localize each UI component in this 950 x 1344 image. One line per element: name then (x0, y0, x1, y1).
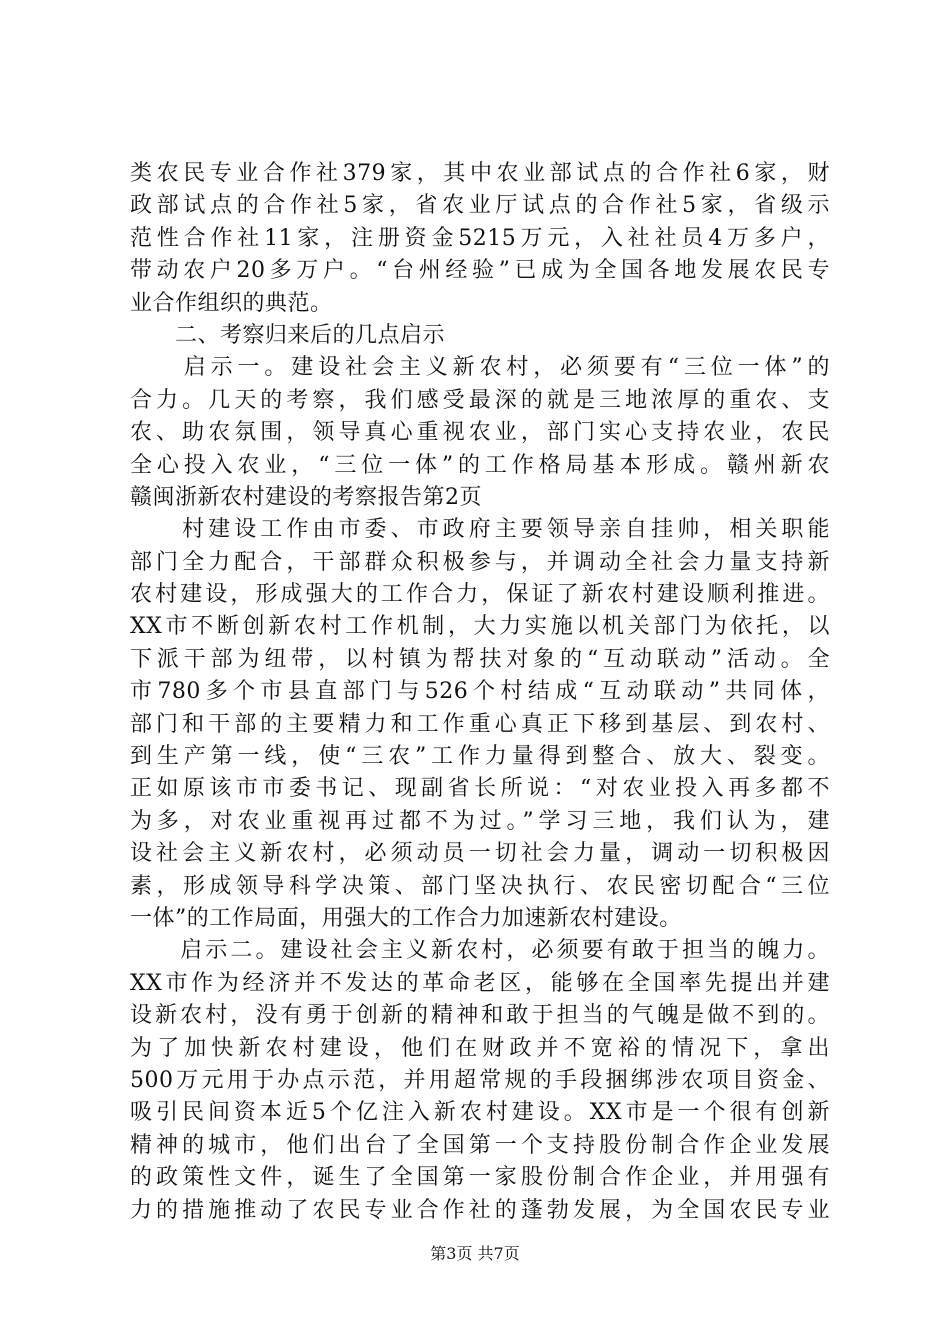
text-line: 类农民专业合作社379家，其中农业部试点的合作社6家，财 (130, 161, 830, 186)
text-line: 500万元用于办点示范，并用超常规的手段捆绑涉农项目资金、 (130, 1067, 830, 1093)
text-line: XX市不断创新农村工作机制，大力实施以机关部门为依托，以 (130, 614, 830, 640)
document-body (130, 158, 830, 1227)
text-line: 带动农户20多万户。“台州经验”已成为全国各地发展农民专 (130, 258, 830, 284)
text-line: 全心投入农业，“三位一体”的工作格局基本形成。赣州新农 (130, 452, 830, 478)
text-line: 农村建设，形成强大的工作合力，保证了新农村建设顺利推进。 (130, 582, 830, 608)
text-line: 二、考察归来后的几点启示 (130, 322, 446, 348)
text-line: 吸引民间资本近5个亿注入新农村建设。XX市是一个很有创新 (130, 1100, 830, 1126)
text-line: 力的措施推动了农民专业合作社的蓬勃发展，为全国农民专业 (130, 1197, 830, 1223)
text-line: 合力。几天的考察，我们感受最深的就是三地浓厚的重农、支 (130, 387, 830, 413)
text-line: 为多，对农业重视再过都不为过。”学习三地，我们认为，建 (130, 808, 830, 834)
page-footer: 第3页 共7页 (430, 1244, 520, 1263)
text-line: 启示一。建设社会主义新农村，必须要有“三位一体”的 (130, 355, 830, 381)
text-line: 范性合作社11家，注册资金5215万元，入社社员4万多户， (130, 225, 830, 251)
text-line: 启示二。建设社会主义新农村，必须要有敢于担当的魄力。 (130, 938, 830, 964)
text-line: 设新农村，没有勇于创新的精神和敢于担当的气魄是做不到的。 (130, 1003, 830, 1029)
text-line: 一体”的工作局面，用强大的工作合力加速新农村建设。 (130, 905, 682, 931)
text-line: 精神的城市，他们出台了全国第一个支持股份制合作企业发展 (130, 1132, 830, 1158)
text-line: XX市作为经济并不发达的革命老区，能够在全国率先提出并建 (130, 970, 830, 996)
text-line: 政部试点的合作社5家，省农业厅试点的合作社5家，省级示 (130, 193, 830, 219)
text-line: 为了加快新农村建设，他们在财政并不宽裕的情况下，拿出 (130, 1035, 830, 1061)
text-line: 市780多个市县直部门与526个村结成“互动联动”共同体， (130, 679, 830, 705)
text-line: 下派干部为纽带，以村镇为帮扶对象的“互动联动”活动。全 (130, 646, 830, 672)
text-line: 赣闽浙新农村建设的考察报告第2页 (130, 484, 482, 510)
text-line: 村建设工作由市委、市政府主要领导亲自挂帅，相关职能 (130, 517, 830, 543)
text-line: 正如原该市市委书记、现副省长所说：“对农业投入再多都不 (130, 776, 830, 802)
text-line: 到生产第一线，使“三农”工作力量得到整合、放大、裂变。 (130, 744, 830, 770)
text-line: 部门和干部的主要精力和工作重心真正下移到基层、到农村、 (130, 711, 830, 737)
text-line: 农、助农氛围，领导真心重视农业，部门实心支持农业，农民 (130, 420, 830, 446)
text-line: 业合作组织的典范。 (130, 290, 333, 316)
text-line: 设社会主义新农村，必须动员一切社会力量，调动一切积极因 (130, 841, 830, 867)
text-line: 的政策性文件，诞生了全国第一家股份制合作企业，并用强有 (130, 1165, 830, 1191)
text-line: 部门全力配合，干部群众积极参与，并调动全社会力量支持新 (130, 549, 830, 575)
text-line: 素，形成领导科学决策、部门坚决执行、农民密切配合“三位 (130, 873, 830, 899)
